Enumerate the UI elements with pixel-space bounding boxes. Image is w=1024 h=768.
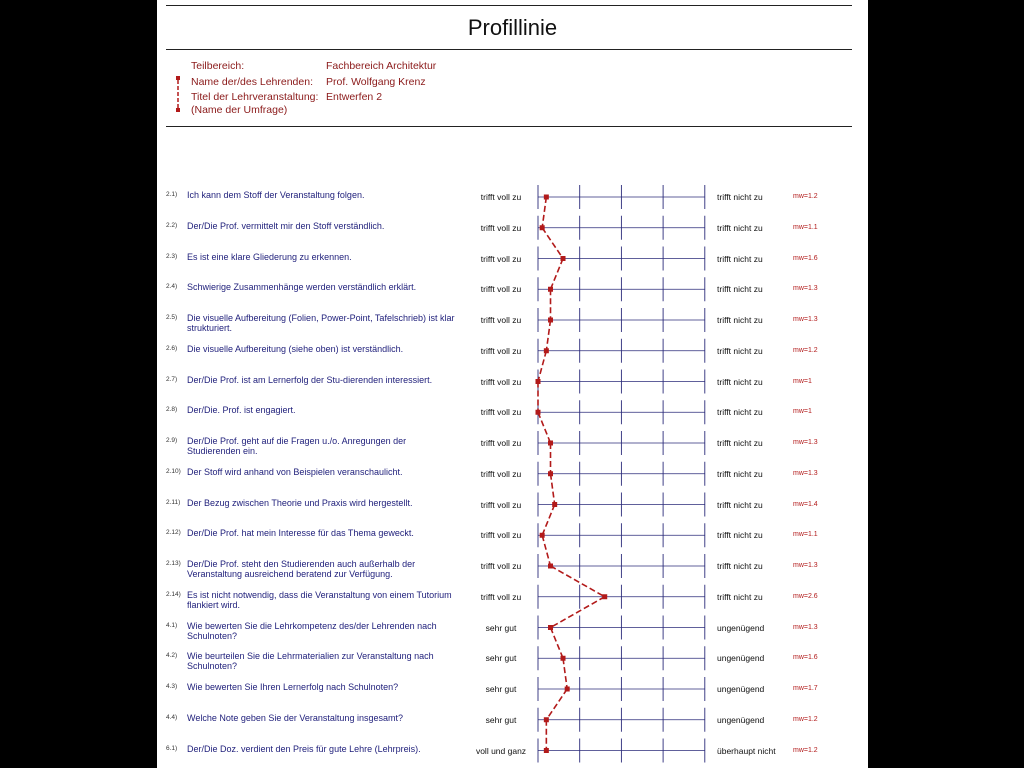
- scale-right-label: ungenügend: [717, 684, 765, 694]
- scale-left-label: trifft voll zu: [480, 315, 522, 325]
- question-number: 4.1): [166, 621, 178, 629]
- question-number: 2.13): [166, 560, 181, 567]
- mean-marker: [536, 379, 541, 384]
- mean-marker: [540, 225, 545, 230]
- question-text: Wie beurteilen Sie die Lehrmaterialien zur Veranstaltung nach Schulnoten?: [187, 651, 434, 672]
- profile-segment: [563, 658, 567, 689]
- question-text: Der/Die Prof. vermittelt mir den Stoff verständlich.: [187, 220, 385, 231]
- question-text: Die visuelle Aufbereitung (siehe oben) ist verständlich.: [187, 343, 404, 354]
- mean-value-label: mw=1.3: [793, 439, 818, 446]
- question-text: Der/Die Prof. geht auf die Fragen u./o. Anregungen der Studierenden ein.: [187, 436, 407, 456]
- question-number: 2.8): [166, 406, 178, 414]
- mean-marker: [544, 717, 549, 722]
- mean-marker: [548, 318, 553, 323]
- question-text: Der Bezug zwischen Theorie und Praxis wird hergestellt.: [187, 497, 413, 508]
- scale-right-label: trifft nicht zu: [717, 530, 763, 541]
- mean-marker: [548, 625, 553, 630]
- scale-left-label: sehr gut: [485, 684, 517, 694]
- profile-line-chart: [157, 0, 868, 768]
- question-number: 2.7): [166, 375, 178, 383]
- mean-value-label: mw=2.6: [793, 592, 818, 600]
- mean-marker: [544, 195, 549, 200]
- scale-right-label: ungenügend: [717, 714, 765, 725]
- profile-segment: [551, 474, 555, 505]
- question-number: 2.3): [166, 252, 178, 260]
- scale-right-label: trifft nicht zu: [717, 591, 763, 602]
- question-number: 2.12): [166, 529, 181, 537]
- mean-marker: [536, 410, 541, 415]
- question-number: 6.1): [166, 744, 178, 752]
- mean-value-label: mw=1.2: [793, 746, 818, 754]
- scale-left-label: trifft voll zu: [480, 438, 522, 448]
- profile-segment: [546, 320, 550, 351]
- profile-segment: [538, 412, 551, 443]
- scale-right-label: trifft nicht zu: [717, 253, 763, 264]
- profile-segment: [542, 535, 550, 566]
- scale-left-label: trifft voll zu: [480, 561, 522, 571]
- scale-right-label: trifft nicht zu: [717, 315, 763, 325]
- mean-value-label: mw=1.3: [793, 469, 818, 477]
- question-number: 4.3): [166, 683, 178, 690]
- mean-marker: [552, 502, 557, 507]
- question-number: 2.2): [166, 221, 178, 229]
- profile-segment: [542, 228, 563, 259]
- question-text: Es ist nicht notwendig, dass die Veranstaltung von einem Tutorium flankiert wird.: [187, 589, 452, 610]
- question-text: Die visuelle Aufbereitung (Folien, Power-Point, Tafelschrieb) ist klar strukturiert.: [187, 313, 455, 333]
- profile-segment: [551, 628, 564, 659]
- scale-right-label: trifft nicht zu: [717, 222, 763, 233]
- question-number: 2.1): [166, 191, 178, 198]
- mean-marker: [548, 471, 553, 476]
- scale-right-label: trifft nicht zu: [717, 192, 763, 202]
- mean-marker: [544, 348, 549, 353]
- question-text: Wie bewerten Sie die Lehrkompetenz des/der Lehrenden nach Schulnoten?: [187, 620, 437, 641]
- profile-segment: [542, 197, 546, 228]
- scale-left-label: trifft voll zu: [480, 468, 522, 479]
- question-number: 2.14): [166, 590, 181, 598]
- mean-value-label: mw=1: [793, 408, 812, 416]
- scale-right-label: ungenügend: [717, 653, 765, 664]
- mean-value-label: mw=1.4: [793, 500, 818, 508]
- mean-marker: [561, 256, 566, 261]
- question-number: 2.4): [166, 283, 178, 291]
- profile-segment: [551, 566, 605, 597]
- scale-left-label: sehr gut: [485, 622, 517, 633]
- question-text: Der Stoff wird anhand von Beispielen veranschaulicht.: [187, 466, 403, 477]
- question-text: Der/Die Prof. hat mein Interesse für das Thema geweckt.: [187, 528, 414, 539]
- scale-left-label: sehr gut: [485, 653, 517, 664]
- scale-left-label: voll und ganz: [475, 745, 527, 756]
- mean-marker: [540, 533, 545, 538]
- field-label-lehrveranstaltung: Titel der Lehrveranstaltung:: [191, 91, 319, 103]
- field-value-teilbereich: Fachbereich Architektur: [326, 60, 437, 72]
- question-text: Wie bewerten Sie Ihren Lernerfolg nach Schulnoten?: [187, 682, 399, 692]
- scale-right-label: trifft nicht zu: [717, 284, 763, 295]
- field-value-lehrveranstaltung: Entwerfen 2: [326, 91, 383, 103]
- scale-left-label: trifft voll zu: [480, 345, 522, 356]
- profile-segment: [542, 505, 555, 536]
- profile-segment: [551, 259, 564, 290]
- scale-right-label: überhaupt nicht: [717, 745, 776, 756]
- scale-right-label: trifft nicht zu: [717, 499, 763, 510]
- profile-segment: [546, 689, 567, 720]
- scale-right-label: trifft nicht zu: [717, 561, 763, 571]
- question-text: Welche Note geben Sie der Veranstaltung insgesamt?: [187, 712, 403, 723]
- mean-value-label: mw=1.2: [793, 346, 818, 354]
- field-value-lehrende: Prof. Wolfgang Krenz: [326, 76, 426, 88]
- field-label-lehrende: Name der/des Lehrenden:: [191, 76, 313, 88]
- mean-marker: [602, 594, 607, 599]
- scale-left-label: trifft voll zu: [480, 591, 522, 602]
- question-number: 2.6): [166, 344, 178, 352]
- question-number: 2.11): [166, 498, 181, 506]
- scale-right-label: trifft nicht zu: [717, 468, 763, 479]
- scale-right-label: trifft nicht zu: [717, 376, 763, 387]
- mean-marker: [544, 748, 549, 753]
- mean-value-label: mw=1.1: [793, 223, 818, 231]
- mean-value-label: mw=1.2: [793, 193, 818, 200]
- page-title: Profillinie: [467, 15, 558, 40]
- scale-right-label: trifft nicht zu: [717, 345, 763, 356]
- mean-value-label: mw=1.3: [793, 623, 818, 631]
- mean-value-label: mw=1.7: [793, 685, 818, 692]
- profile-document: [157, 0, 868, 768]
- mean-marker: [548, 287, 553, 292]
- question-number: 2.5): [166, 314, 178, 321]
- scale-left-label: trifft voll zu: [480, 499, 522, 510]
- question-text: Der/Die Prof. steht den Studierenden auch außerhalb der Veranstaltung ausreichend beratend zur Verfügung.: [187, 559, 416, 579]
- scale-right-label: trifft nicht zu: [717, 438, 763, 448]
- mean-value-label: mw=1.3: [793, 285, 818, 293]
- question-text: Ich kann dem Stoff der Veranstaltung folgen.: [187, 190, 365, 200]
- scale-right-label: ungenügend: [717, 622, 765, 633]
- scale-right-label: trifft nicht zu: [717, 407, 763, 418]
- mean-value-label: mw=1.6: [793, 654, 818, 662]
- question-text: Der/Die Doz. verdient den Preis für gute Lehre (Lehrpreis).: [187, 743, 421, 754]
- field-label-umfrage: (Name der Umfrage): [191, 104, 288, 116]
- mean-marker: [565, 687, 570, 692]
- mean-value-label: mw=1: [793, 377, 812, 385]
- scale-left-label: trifft voll zu: [480, 376, 522, 387]
- scale-left-label: trifft voll zu: [480, 284, 522, 295]
- mean-marker: [548, 441, 553, 446]
- question-text: Es ist eine klare Gliederung zu erkennen.: [187, 251, 352, 262]
- scale-left-label: trifft voll zu: [480, 192, 522, 202]
- mean-marker: [548, 564, 553, 569]
- question-number: 4.4): [166, 713, 178, 721]
- question-number: 2.9): [166, 437, 178, 444]
- scale-left-label: sehr gut: [485, 714, 517, 725]
- question-text: Der/Die Prof. ist am Lernerfolg der Stu-dierenden interessiert.: [187, 374, 433, 385]
- scale-left-label: trifft voll zu: [480, 253, 522, 264]
- mean-value-label: mw=1.3: [793, 316, 818, 323]
- question-number: 4.2): [166, 652, 178, 660]
- scale-left-label: trifft voll zu: [480, 407, 522, 418]
- profile-segment: [551, 597, 605, 628]
- scale-left-label: trifft voll zu: [480, 222, 522, 233]
- question-text: Der/Die. Prof. ist engagiert.: [187, 405, 296, 416]
- question-text: Schwierige Zusammenhänge werden verständlich erklärt.: [187, 282, 417, 293]
- scale-left-label: trifft voll zu: [480, 530, 522, 541]
- question-number: 2.10): [166, 467, 181, 475]
- mean-value-label: mw=1.3: [793, 562, 818, 569]
- mean-marker: [561, 656, 566, 661]
- mean-value-label: mw=1.1: [793, 531, 818, 539]
- profile-segment: [538, 351, 546, 382]
- mean-value-label: mw=1.6: [793, 254, 818, 262]
- field-label-teilbereich: Teilbereich:: [191, 60, 245, 72]
- mean-value-label: mw=1.2: [793, 715, 818, 723]
